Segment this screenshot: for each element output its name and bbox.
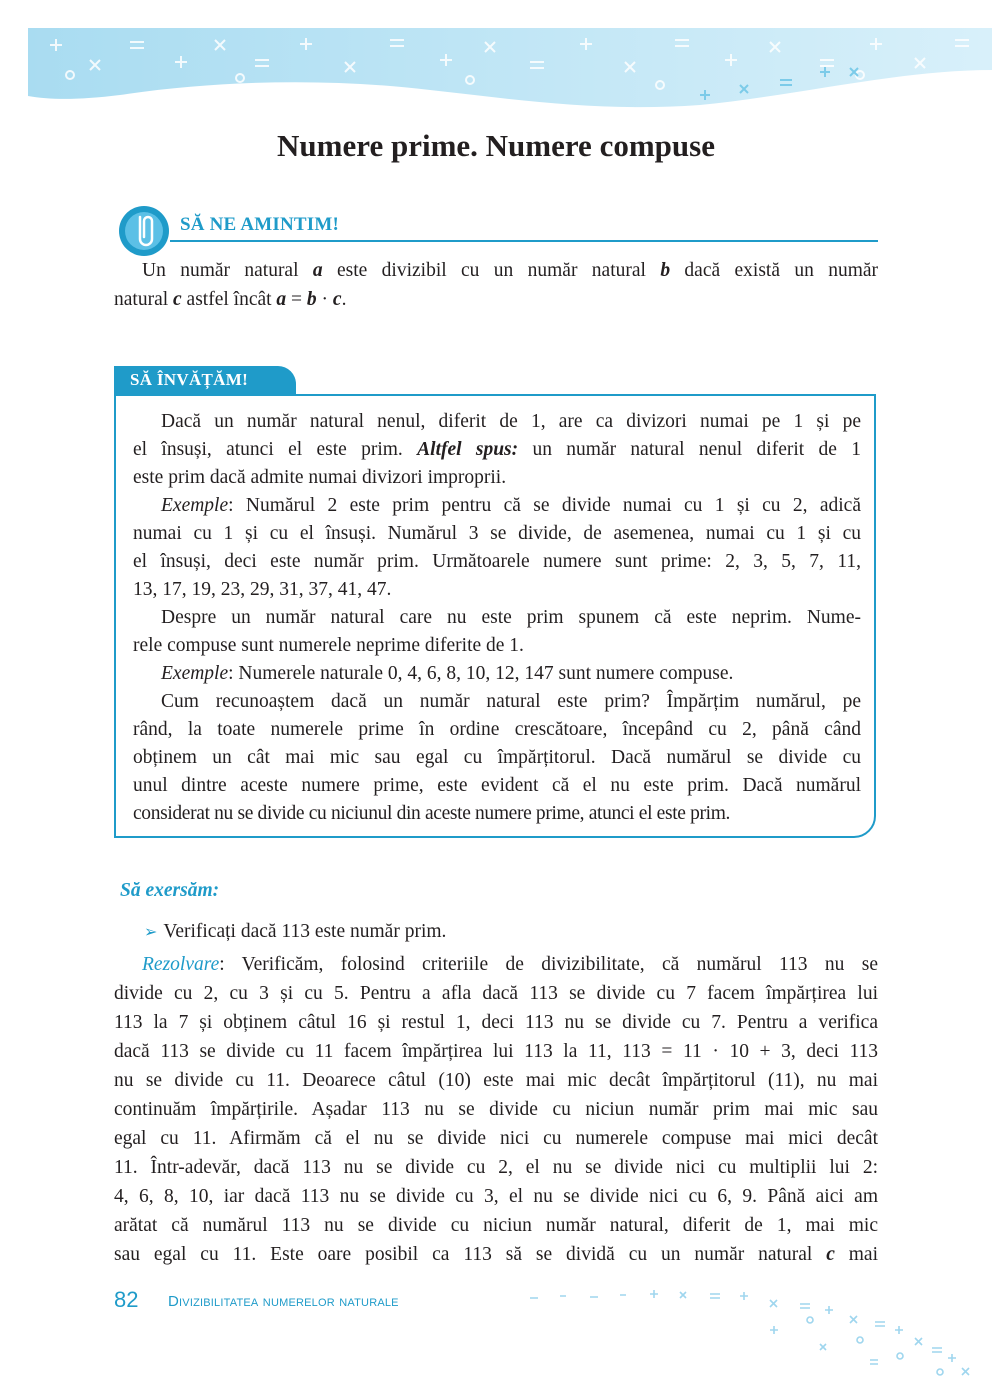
recall-heading: SĂ NE AMINTIM! bbox=[180, 214, 340, 235]
header-banner bbox=[0, 0, 992, 125]
solution-line: arătat că numărul 113 nu se divide cu niciun număr natural, diferit de 1, mai mic bbox=[114, 1215, 878, 1236]
recall-text-line-1: Un număr natural a este divizibil cu un număr natural b dacă există un număr bbox=[142, 260, 879, 281]
arrow-bullet-icon: ➢ bbox=[144, 922, 158, 941]
exercise-task: ➢ Verificați dacă 113 este număr prim. bbox=[144, 921, 447, 942]
learn-line: numai cu 1 și cu el însuși. Numărul 3 se divide, de asemenea, numai cu 1 și cu bbox=[133, 523, 861, 544]
chapter-title: Divizibilitatea numerelor naturale bbox=[168, 1293, 399, 1310]
solution-line: 113 la 7 și obținem câtul 16 și restul 1, deci 113 nu se divide cu 7. Pentru a verifica bbox=[114, 1012, 878, 1033]
learn-tab: SĂ ÎNVĂȚĂM! bbox=[114, 366, 296, 396]
solution-line: divide cu 2, cu 3 și cu 5. Pentru a afla dacă 113 se divide cu 7 facem împărțirea lui bbox=[114, 983, 878, 1004]
solution-line: continuăm împărțirile. Așadar 113 nu se divide cu niciun număr prim mai mic sau bbox=[114, 1099, 878, 1120]
learn-line: Despre un număr natural care nu este prim spunem că este neprim. Nume- bbox=[161, 607, 861, 628]
learn-line: 13, 17, 19, 23, 29, 31, 37, 41, 47. bbox=[133, 579, 392, 600]
learn-line: Exemple: Numărul 2 este prim pentru că se divide numai cu 1 și cu 2, adică bbox=[161, 495, 861, 516]
recall-divider bbox=[170, 240, 878, 242]
learn-line: el însuși, atunci el este prim. Altfel spus: un număr natural nenul diferit de 1 bbox=[133, 439, 861, 460]
learn-line: Cum recunoaștem dacă un număr natural este prim? Împărțim numărul, pe bbox=[161, 691, 861, 712]
solution-line: egal cu 11. Afirmăm că el nu se divide nici cu numerele compuse mai mici decât bbox=[114, 1128, 878, 1149]
page-title: Numere prime. Numere compuse bbox=[277, 128, 715, 163]
page-number: 82 bbox=[114, 1287, 139, 1312]
learn-line: el însuși, deci este număr prim. Următoarele numere sunt prime: 2, 3, 5, 7, 11, bbox=[133, 551, 861, 572]
exercise-heading: Să exersăm: bbox=[120, 880, 220, 901]
footer-decoration bbox=[520, 1260, 992, 1389]
solution-line: dacă 113 se divide cu 11 facem împărțirea lui 113 la 11, 113 = 11 · 10 + 3, deci 113 bbox=[114, 1041, 878, 1062]
learn-line: Dacă un număr natural nenul, diferit de 1, are ca divizori numai pe 1 și pe bbox=[161, 411, 861, 432]
solution-line: nu se divide cu 11. Deoarece câtul (10) este mai mic decât împărțitorul (11), nu mai bbox=[114, 1070, 878, 1091]
learn-line: considerat nu se divide cu niciunul din aceste numere prime, atunci el este prim. bbox=[133, 803, 731, 824]
solution-line: 11. Într-adevăr, dacă 113 nu se divide cu 2, el nu se divide nici cu multiplii lui 2: bbox=[114, 1157, 878, 1178]
recall-text-line-2: natural c astfel încât a = b · c. bbox=[114, 289, 347, 310]
learn-line: Exemple: Numerele naturale 0, 4, 6, 8, 10, 12, 147 sunt numere compuse. bbox=[161, 663, 734, 684]
solution-line: 4, 6, 8, 10, iar dacă 113 nu se divide cu 3, el nu se divide nici cu 6, 9. Până aici am bbox=[114, 1186, 878, 1207]
solution-line: Rezolvare: Verificăm, folosind criteriile de divizibilitate, că numărul 113 nu se bbox=[142, 954, 878, 975]
learn-line: este prim dacă admite numai divizori improprii. bbox=[133, 467, 507, 488]
paperclip-icon bbox=[118, 203, 174, 259]
learn-line: rând, la toate numerele prime în ordine crescătoare, începând cu 2, până când bbox=[133, 719, 861, 740]
solution-line: sau egal cu 11. Este oare posibil ca 113 să se dividă cu un număr natural c mai bbox=[114, 1244, 878, 1265]
learn-line: obținem un cât mai mic sau egal cu împărțitorul. Dacă numărul se divide cu bbox=[133, 747, 861, 768]
learn-line: unul dintre aceste numere prime, este evident că el nu este prim. Dacă numărul bbox=[133, 775, 861, 796]
learn-line: rele compuse sunt numerele neprime diferite de 1. bbox=[133, 635, 524, 656]
